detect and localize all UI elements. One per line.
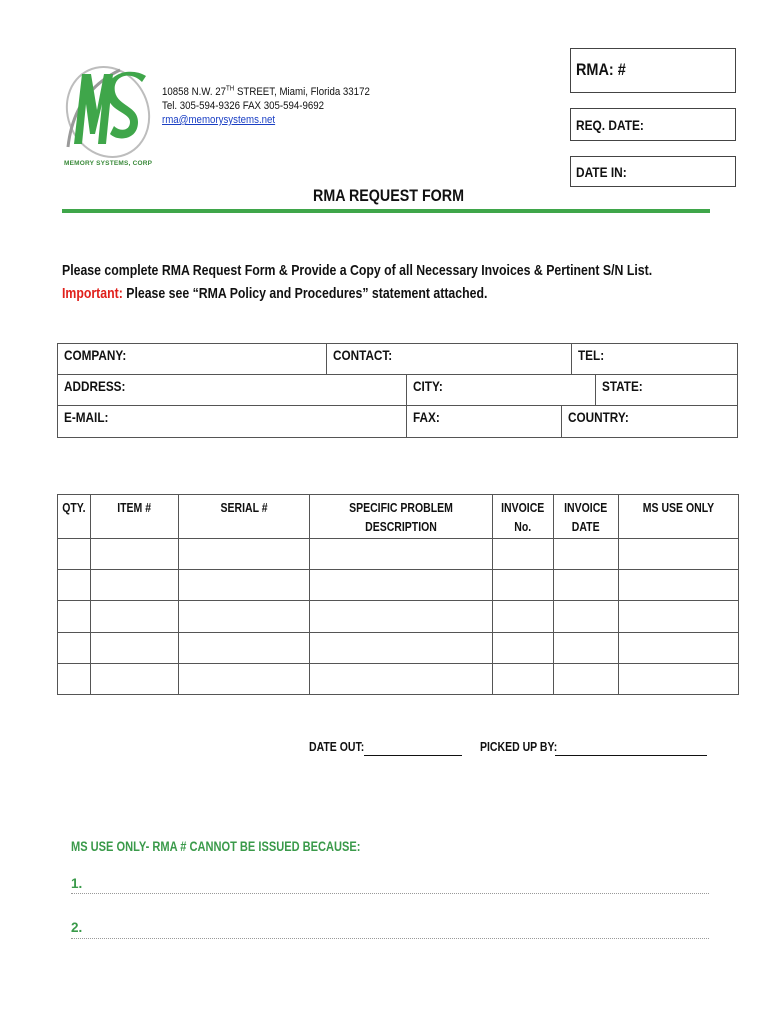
info-row [58,406,737,437]
table-cell[interactable] [619,570,739,601]
rma-number-label: RMA: # [576,60,626,79]
customer-info-table [57,343,738,438]
column-header-qty: QTY. [58,495,91,539]
items-table [57,494,739,695]
reason-item-2-label: 2. [71,920,83,935]
contact-field[interactable]: CONTACT: [327,344,572,374]
important-label: Important: [62,285,123,302]
reason-item-1-line[interactable] [71,893,709,894]
company-field[interactable]: COMPANY: [58,344,327,374]
date-out-label: DATE OUT: [309,740,365,754]
city-field[interactable]: CITY: [407,375,596,405]
info-row [58,344,737,375]
phone-fax-line: Tel. 305-594-9326 FAX 305-594-9692 [162,100,324,112]
table-cell[interactable] [58,663,91,694]
email-link[interactable]: rma@memorysystems.net [162,114,276,126]
table-cell[interactable] [58,539,91,570]
reason-item-2-line[interactable] [71,938,709,939]
table-cell[interactable] [91,570,179,601]
title-divider [62,209,710,213]
table-cell[interactable] [179,632,310,663]
picked-up-by-label: PICKED UP BY: [480,740,558,754]
table-cell[interactable] [91,601,179,632]
table-cell[interactable] [554,632,619,663]
table-cell[interactable] [619,632,739,663]
table-cell[interactable] [310,663,493,694]
table-cell[interactable] [619,601,739,632]
table-row [58,539,739,570]
instruction-line-2: Important: Please see “RMA Policy and Procedures” statement attached. [62,285,488,302]
rma-number-box[interactable] [570,48,736,93]
table-cell[interactable] [310,570,493,601]
column-header-invoice-date: INVOICE DATE [554,495,619,539]
table-row [58,601,739,632]
table-cell[interactable] [58,632,91,663]
req-date-label: REQ. DATE: [576,117,644,133]
items-header-row [58,495,739,539]
form-title: RMA REQUEST FORM [313,186,465,205]
table-cell[interactable] [493,570,554,601]
table-cell[interactable] [310,539,493,570]
table-cell[interactable] [493,632,554,663]
req-date-box[interactable] [570,108,736,141]
reason-item-1-label: 1. [71,876,83,891]
table-cell[interactable] [554,570,619,601]
company-address-block [162,85,370,127]
fax-field[interactable]: FAX: [407,406,562,437]
column-header-serial: SERIAL # [179,495,310,539]
table-row [58,632,739,663]
table-cell[interactable] [179,663,310,694]
table-cell[interactable] [310,601,493,632]
table-cell[interactable] [554,663,619,694]
email-field[interactable]: E-MAIL: [58,406,407,437]
table-row [58,663,739,694]
info-row [58,375,737,406]
address-street: 10858 N.W. 27TH STREET, Miami, Florida 33172 [162,85,370,98]
state-field[interactable]: STATE: [602,378,643,394]
column-header-problem-description: SPECIFIC PROBLEM DESCRIPTION [310,495,493,539]
table-cell[interactable] [493,663,554,694]
picked-up-by-field[interactable] [555,755,707,756]
table-cell[interactable] [619,663,739,694]
column-header-invoice-no: INVOICE No. [493,495,554,539]
date-out-field[interactable] [364,755,462,756]
table-cell[interactable] [91,663,179,694]
country-field[interactable]: COUNTRY: [568,409,629,425]
tel-field[interactable]: TEL: [578,347,605,363]
table-cell[interactable] [619,539,739,570]
column-header-ms-use-only: MS USE ONLY [619,495,739,539]
table-cell[interactable] [310,632,493,663]
table-cell[interactable] [91,632,179,663]
table-cell[interactable] [554,601,619,632]
table-cell[interactable] [179,570,310,601]
table-cell[interactable] [58,570,91,601]
table-cell[interactable] [91,539,179,570]
table-row [58,570,739,601]
logo-company-name: MEMORY SYSTEMS, CORP [64,160,153,167]
date-in-box[interactable] [570,156,736,187]
address-field[interactable]: ADDRESS: [58,375,407,405]
table-cell[interactable] [58,601,91,632]
table-cell[interactable] [554,539,619,570]
table-cell[interactable] [179,539,310,570]
table-cell[interactable] [493,539,554,570]
ms-use-only-note: MS USE ONLY- RMA # CANNOT BE ISSUED BECAUSE: [71,839,361,854]
instruction-line-1: Please complete RMA Request Form & Provide a Copy of all Necessary Invoices & Pertinent S/N List. [62,262,653,279]
column-header-item: ITEM # [91,495,179,539]
table-cell[interactable] [179,601,310,632]
table-cell[interactable] [493,601,554,632]
date-in-label: DATE IN: [576,164,627,180]
